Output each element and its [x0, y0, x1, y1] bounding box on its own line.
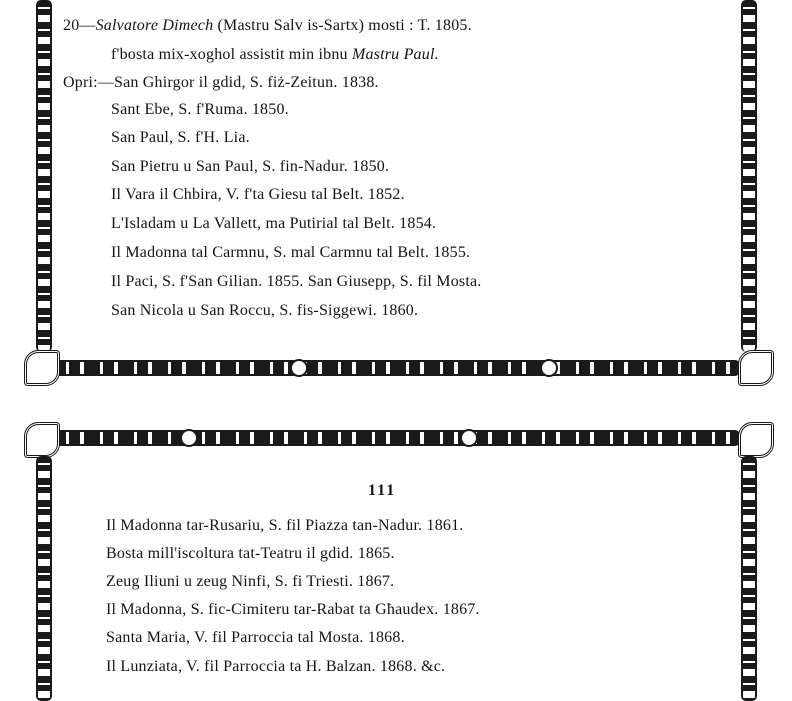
corner-ornament-bottom-right	[738, 350, 774, 386]
work-item: Il Vara il Chbira, V. f'ta Giesu tal Belt. 1852.	[111, 186, 405, 203]
work-item: L'Isladam u La Vallett, ma Putirial tal Belt. 1854.	[111, 215, 437, 232]
left-vine-border	[36, 0, 52, 352]
bottom-vine-border	[50, 360, 740, 376]
vine-knot	[290, 359, 308, 377]
left-vine-border	[36, 456, 52, 701]
work-item: Il Madonna, S. fic-Cimiteru tar-Rabat ta Għaudex. 1867.	[106, 601, 480, 618]
entry-name: Salvatore Dimech	[95, 17, 214, 34]
work-item: Bosta mill'iscoltura tat-Teatru il gdid. 1865.	[106, 545, 395, 562]
work-item: San Pietru u San Paul, S. fin-Nadur. 1850.	[111, 158, 390, 175]
work-item: Santa Maria, V. fil Parroccia tal Mosta. 1868.	[106, 629, 405, 646]
entry-line2-text: f'bosta mix-xoghol assistit min ibnu	[111, 46, 352, 63]
vine-knot	[460, 429, 478, 447]
work-item: Il Lunziata, V. fil Parroccia ta H. Balzan. 1868. &c.	[106, 658, 446, 675]
work-item: Sant Ebe, S. f'Ruma. 1850.	[111, 101, 289, 118]
work-item: Zeug Iliuni u zeug Ninfi, S. fi Triesti. 1867.	[106, 573, 395, 590]
entry-number: 20—	[63, 17, 96, 34]
bottom-page-scan	[0, 412, 792, 701]
page-gap	[0, 392, 792, 412]
entry-line-2	[111, 45, 439, 65]
works-first-line	[63, 73, 379, 93]
work-item: San Ghirgor il gdid, S. fiż-Zeitun. 1838.	[113, 74, 379, 91]
page-number: 111	[368, 482, 397, 499]
vine-knot	[180, 429, 198, 447]
work-item: San Paul, S. f'H. Lia.	[111, 129, 250, 146]
entry-son-name: Mastru Paul.	[351, 46, 439, 63]
corner-ornament-bottom-left	[24, 350, 60, 386]
work-item: Il Madonna tar-Rusariu, S. fil Piazza tan-Nadur. 1861.	[106, 517, 464, 534]
entry-heading	[63, 16, 472, 36]
entry-alias: (Mastru Salv is-Sartx) mosti : T. 1805.	[213, 17, 472, 34]
work-item: Il Madonna tal Carmnu, S. mal Carmnu tal Belt. 1855.	[111, 244, 471, 261]
right-vine-border	[741, 0, 757, 352]
vine-knot	[540, 359, 558, 377]
corner-ornament-top-right	[738, 422, 774, 458]
works-label: Opri:—	[63, 74, 114, 91]
corner-ornament-top-left	[24, 422, 60, 458]
work-item: San Nicola u San Roccu, S. fis-Siggewi. 1860.	[111, 302, 419, 319]
right-vine-border	[741, 456, 757, 701]
work-item: Il Paci, S. f'San Gilian. 1855. San Giusepp, S. fil Mosta.	[111, 273, 482, 290]
top-vine-border	[50, 430, 740, 446]
